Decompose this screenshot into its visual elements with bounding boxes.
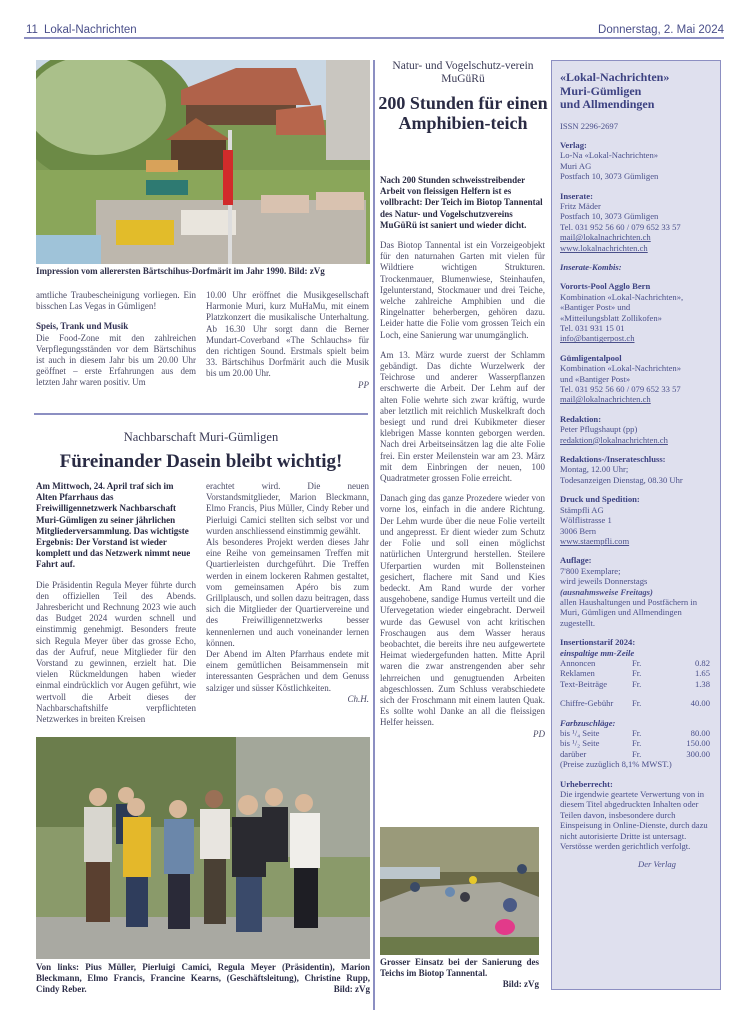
website-link[interactable]: www.lokalnachrichten.ch	[560, 242, 648, 253]
text-line: «Mitteilungsblatt Zollikofen»	[560, 312, 662, 323]
section-name: Lokal-Nachrichten	[44, 24, 137, 36]
dorfmaerit-photo	[36, 60, 370, 264]
paragraph: 10.00 Uhr eröffnet die Musikgesellschaft Harmonie Muri, kurz MuHaMu, mit einem Platzkonzert die musikalische Unterhaltung. Ab 16.30 Uhr sorgt dann die Berner Mundart-Coverband «The Schlauchs» für den richtigen Sound. Erstmals spielt beim 33. Bärtschihus Dorfmärit auch die Musik bis um 20.00 Uhr.	[206, 290, 369, 379]
author-signature: PP	[358, 379, 369, 390]
text-line: «Bantiger Post» und	[560, 302, 631, 313]
text-line: Fritz Mäder	[560, 200, 601, 211]
text-line: Tel. 031 952 56 60 / 079 652 33 57	[560, 221, 681, 232]
text-line: 7'800 Exemplare;	[560, 565, 621, 576]
imprint-deadline	[560, 454, 714, 485]
imprint-tarif	[560, 637, 714, 689]
label: Urheberrecht:	[560, 778, 613, 789]
imprint-title	[560, 71, 714, 112]
rate-amount: 150.00	[686, 738, 710, 749]
text-line: Peter Pflugshaupt (pp)	[560, 424, 638, 435]
rate-label: Reklamen	[560, 668, 595, 679]
issn: ISSN 2296-2697	[560, 120, 619, 131]
imprint-vororts-pool	[560, 281, 714, 343]
rate-amount: 300.00	[686, 748, 710, 759]
pond-photo	[380, 827, 539, 955]
title-line: Muri-Gümligen	[560, 83, 642, 98]
text-line: Postfach 10, 3073 Gümligen	[560, 211, 659, 222]
label: Insertionstarif 2024:	[560, 637, 636, 648]
nachbarschaft-col-2	[206, 481, 369, 705]
rate-currency: Fr.	[632, 668, 642, 679]
issue-date: Donnerstag, 2. Mai 2024	[598, 24, 724, 36]
text-line: und «Bantiger Post»	[560, 373, 631, 384]
rate-amount: 0.82	[694, 657, 710, 668]
text-line: wird jeweils Donnerstags	[560, 576, 648, 587]
rate-amount: 1.65	[694, 668, 710, 679]
photo-credit: Bild: zVg	[502, 979, 539, 989]
article-kicker: Natur- und Vogelschutz-verein MuGüRü	[392, 60, 534, 85]
group-photo-caption	[36, 962, 370, 995]
rate-label: bis ¹/₄ Seite	[560, 728, 600, 738]
rate-amount: 80.00	[690, 728, 710, 738]
chiffre-row	[560, 698, 714, 708]
article-lead: Nach 200 Stunden schweisstreibender Arbeit von fleissigen Helfern ist es vollbracht: Der Teich im Biotop Tannental des Natur- und Vogelschutzvereins MuGüRü ist saniert und wieder dicht.	[380, 175, 543, 230]
label: Redaktion:	[560, 413, 602, 424]
label: Inserate:	[560, 190, 593, 201]
rate-currency: Fr.	[632, 698, 642, 709]
text-line: Tel. 031 931 15 01	[560, 323, 625, 333]
paragraph: Der Abend im Alten Pfarrhaus endete mit einem gemütlichen Beisammensein mit interessanten Gesprächen und dem Genuss salziger und süsser Köstlichkeiten.	[206, 649, 369, 693]
rate-currency: Fr.	[632, 657, 642, 668]
article-headline: Füreinander Dasein bleibt wichtig!	[59, 451, 343, 472]
pond-photo-caption	[380, 957, 539, 990]
label: Vororts-Pool Agglo Bern	[560, 281, 651, 292]
email-link[interactable]: mail@lokalnachrichten.ch	[560, 232, 651, 243]
text-line: Muri AG	[560, 160, 592, 171]
label: Farbzuschläge:	[560, 717, 616, 728]
rate-currency: Fr.	[632, 748, 642, 759]
text-line: Kombination «Lokal-Nachrichten»,	[560, 291, 684, 302]
rate-label: Annoncen	[560, 657, 596, 668]
text-line: (ausnahmsweise Freitags)	[560, 586, 653, 597]
rate-row	[560, 728, 714, 738]
rate-row	[560, 738, 714, 748]
text-line: Wölflistrasse 1	[560, 515, 612, 526]
label: Verlag:	[560, 139, 587, 150]
author-signature: Ch.H.	[347, 693, 369, 704]
signoff: Der Verlag	[638, 859, 676, 870]
imprint-guemligentalpool	[560, 353, 714, 405]
paragraph: Die Food-Zone mit den zahlreichen Verpflegungsständen vor dem Bärtschihus ist auch in diesem Jahr bis um 20.00 Uhr geöffnet – erste Erfahrungen aus dem letzten Jahr waren positiv. Um	[36, 332, 196, 388]
rate-label: darüber	[560, 748, 587, 759]
paragraph: amtliche Traubescheinigung vorliegen. Ein bisschen Las Vegas in Gümligen!	[36, 290, 196, 312]
label: Inserate-Kombis:	[560, 261, 622, 272]
text-line: Postfach 10, 3073 Gümligen	[560, 171, 659, 182]
paragraph: Als besonderes Projekt werden dieses Jahr eine Reihe von gemeinsamen Treffen mit Quartierleisten durchgeführt. Die Treffen werden in einem lockeren Rahmen gestaltet, vom gemeinsamen Apéro bis zum Grillplausch, und sollen dazu beitragen, dass sich die Mitglieder der Quartiervereine und des Freiwilligennetzwerks besser kennenlernen und auch voneinander lernen können.	[206, 537, 369, 648]
label: Druck und Spedition:	[560, 494, 640, 505]
header-rule	[24, 37, 724, 39]
label: Auflage:	[560, 555, 592, 566]
label: Redaktions-/Inserateschluss:	[560, 454, 666, 465]
article-kicker: Nachbarschaft Muri-Gümligen	[123, 430, 279, 444]
text-line: Todesanzeigen Dienstag, 08.30 Uhr	[560, 474, 683, 485]
vat-note: (Preise zuzüglich 8,1% MWST.)	[560, 759, 672, 770]
paragraph: Danach ging das ganze Prozedere wieder von vorne los, einfach in die andere Richtung. Der Lehm wurde über die neue Folie verteilt und angepresst. Er dient wieder zum Schutz der Folie und soll einen möglichst natürlichen Untergrund herstellen. Steilere Uferpartien wurden mit Bollensteinen gesichert, flachere mit Sand und Kies bedeckt. Am Rand wurde der vorher ausgehobene, sandige Humus verteilt und die Ufervegetation wieder eingebracht. Derweil wurde das Gewusel von acht kritischen Froschaugen aus dem Wasser heraus beobachtet, die bereits ihre neu aufgewertete Heimat wiedergefunden hatten. Mitte April waren die zwar anstrengenden aber sehr lehrreichen und genugtuenden Arbeiten abgeschlossen. Zum Schluss verabschiedete sich der Froschmann mit einem lauten Quak. Es sollte wohl Danke an all die fleissigen Helfer heissen.	[380, 493, 545, 728]
rate-row	[560, 668, 714, 678]
caption-text: Von links: Pius Müller, Pierluigi Camici, Regula Meyer (Präsidentin), Marion Bleckmann, Elmo Francis, Francine Kearns, (Geschäftsleitung), Christine Rupp, Cindy Reber.	[36, 962, 370, 994]
paragraph: Am 13. März wurde zuerst der Schlamm gebändigt. Das dichte Wurzelwerk der Teichrose und anderer Wasserpflanzen erschwerte die Arbeit. Der Lehm auf der alten Folie wehrte sich zwar kräftig, wurde aber letztlich mit reichlich Muskelkraft doch besiegt und rund drei Kubikmeter dieser klebrigen Masse konnten geborgen werden. Nach drei Arbeitseinsätzen lag die alte Folie frei. Ein erster Meilenstein war am 23. März mit dem Einbringen der neuen, 100 Quadratmeter grossen Folie erreicht.	[380, 349, 545, 484]
dorfmaerit-col-2	[206, 290, 369, 391]
photo-credit: Bild: zVg	[333, 984, 370, 994]
rate-row	[560, 679, 714, 689]
dorfmaerit-caption: Impression vom allerersten Bärtschihus-Dorfmärit im Jahr 1990. Bild: zVg	[36, 266, 325, 276]
rate-row	[560, 658, 714, 668]
website-link[interactable]: www.staempfli.com	[560, 535, 630, 546]
text-line: Stämpfli AG	[560, 504, 604, 515]
text-line: Kombination «Lokal-Nachrichten»	[560, 363, 681, 374]
imprint-inserate	[560, 191, 714, 253]
group-photo	[36, 737, 370, 959]
text-line: Montag, 12.00 Uhr;	[560, 464, 629, 475]
rate-currency: Fr.	[632, 728, 642, 738]
section-divider	[34, 413, 368, 415]
rate-amount: 40.00	[690, 698, 710, 709]
imprint-redaktion	[560, 414, 714, 445]
paragraph: Die Präsidentin Regula Meyer führte durch den offiziellen Teil des Abends. Jahresbericht und Rechnung 2023 wie auch das Budget 2024 wurden schnell und einstimmig genehmigt. Besonders freute sich Regula Meyer über das grosse Echo, das der Aufruf, neue Mitglieder für den Vorstand zu gewinnen, erzielt hat. Die vielen Rückmeldungen haben wieder einmal eindrücklich vor Augen geführt, wie wertvoll die Arbeit dieses der Nachbarschaftshilfe verpflichteten Netzwerkes in breiten Kreisen	[36, 579, 196, 725]
dorfmaerit-col-1	[36, 290, 196, 389]
email-link[interactable]: mail@lokalnachrichten.ch	[560, 394, 651, 405]
rate-currency: Fr.	[632, 678, 642, 689]
email-link[interactable]: redaktion@lokalnachrichten.ch	[560, 434, 668, 445]
text-line: allen Haushaltungen und Postfächern in Muri, Gümligen und Allmendingen zugestellt.	[560, 596, 697, 628]
title-line: und Allmendingen	[560, 97, 655, 111]
caption-text: Grosser Einsatz bei der Sanierung des Teichs im Biotop Tannental.	[380, 957, 539, 978]
copyright-text: Die irgendwie geartete Verwertung von in diesem Titel abgedruckten Inhalten oder Teilen davon, insbesondere durch Einspeisung in Online-Dienste, durch dazu nicht autorisierte Dritte ist untersagt. Verstösse werden gerichtlich verfolgt.	[560, 789, 708, 852]
label: Gümligentalpool	[560, 352, 622, 363]
title-line: «Lokal-Nachrichten»	[560, 70, 670, 84]
imprint-box	[551, 60, 721, 990]
subheading: Speis, Trank und Musik	[36, 321, 129, 332]
imprint-farbzuschlaege	[560, 718, 714, 770]
imprint-auflage	[560, 555, 714, 628]
amphibien-body	[380, 175, 545, 740]
paragraph: Das Biotop Tannental ist ein Vorzeigeobjekt für den naturnahen Garten mit vielen für Wildtiere wichtigen Strukturen. Trockenmauer, Blumenwiese, Steinhaufen, Igelunterstand, Stockmauer und drei Teiche, welche zahlreiche Amphibien und die Ringelnatter beherbergen, gehören dazu. Leider hatte die Folie vom grossen Teich ein Loch, eine Sanierung war unumgänglich.	[380, 240, 545, 340]
author-signature: PD	[533, 728, 545, 739]
text-line: Lo-Na «Lokal-Nachrichten»	[560, 150, 659, 161]
text-line: 3006 Bern	[560, 525, 597, 536]
rate-label: bis ¹/₂ Seite	[560, 738, 600, 749]
text-line: Tel. 031 952 56 60 / 079 652 33 57	[560, 384, 681, 395]
rate-currency: Fr.	[632, 738, 642, 749]
rate-label: Text-Beiträge	[560, 678, 608, 689]
page-number: 11	[26, 24, 38, 36]
email-link[interactable]: info@bantigerpost.ch	[560, 333, 635, 344]
nachbarschaft-col-1	[36, 481, 196, 725]
rate-amount: 1.38	[694, 678, 710, 689]
paragraph: erachtet wird. Die neuen Vorstandsmitglieder, Marion Bleckmann, Elmo Francis, Pius Müller, Cindy Reber und Pierluigi Camici stellten sich selbst vor und wurden anschliessend einstimmig gewählt.	[206, 481, 369, 536]
article-headline: 200 Stunden für einen Amphibien-teich	[378, 93, 548, 133]
imprint-urheberrecht	[560, 779, 714, 870]
label: einspaltige mm-Zeile	[560, 647, 635, 658]
rate-label: Chiffre-Gebühr	[560, 698, 614, 709]
imprint-druck	[560, 494, 714, 546]
rate-row	[560, 749, 714, 759]
imprint-verlag	[560, 140, 714, 182]
column-divider	[373, 60, 375, 1010]
article-lead: Am Mittwoch, 24. April traf sich im Alten Pfarrhaus das Freiwilligennetzwerk Nachbarschaft Muri-Gümligen zu seiner jährlichen Mitgliederversammlung. Das wichtigste Ergebnis: Der Vorstand ist wieder komplett und das Netzwerk nimmt neue Fahrt auf.	[36, 481, 191, 570]
